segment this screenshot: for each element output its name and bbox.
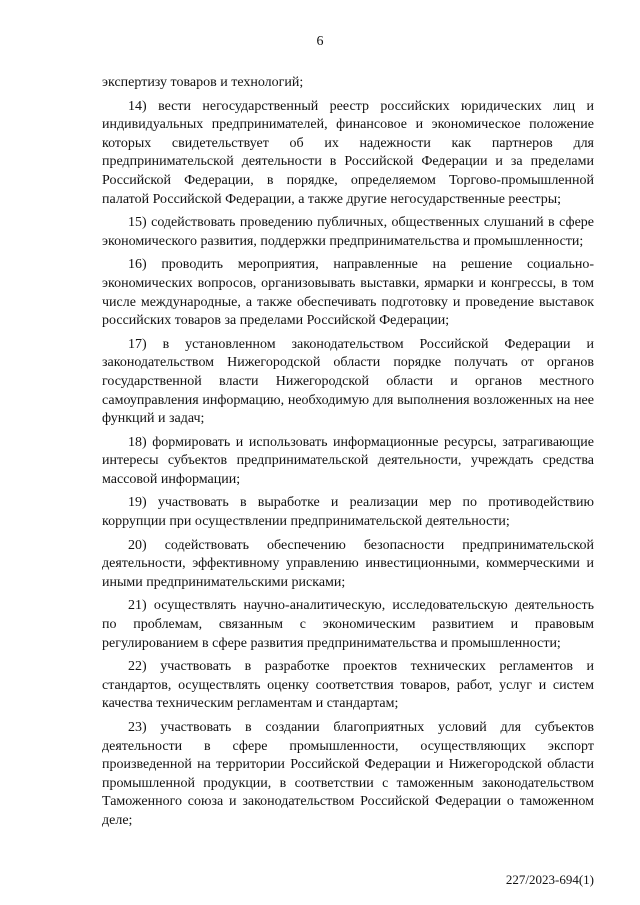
paragraph-continuation: экспертизу товаров и технологий; bbox=[102, 75, 304, 90]
paragraph-item-17: 17) в установленном законодательством Российской Федерации и законодательством Нижегородской области порядке получать от органов государственной власти Нижегородской области и органов местного самоуправления информацию, необходимую для выполнения возложенных на нее функций и задач; bbox=[102, 336, 594, 427]
paragraph-item-23: 23) участвовать в создании благоприятных условий для субъектов деятельности в сфере промышленности, осуществляющих экспорт произведенной на территории Российской Федерации и Нижегородской области промышленной продукции, в соответствии с таможенным законодательством Таможенного союза и законодательством Российской Федерации о таможенном деле; bbox=[102, 720, 594, 828]
document-code: 227/2023-694(1) bbox=[505, 872, 594, 887]
document-body bbox=[102, 74, 594, 836]
paragraph-item-18: 18) формировать и использовать информационные ресурсы, затрагивающие интересы субъектов предпринимательской деятельности, учреждать средства массовой информации; bbox=[102, 434, 594, 487]
paragraph-item-22: 22) участвовать в разработке проектов технических регламентов и стандартов, осуществлять оценку соответствия товаров, работ, услуг и систем качества техническим регламентам и стандартам; bbox=[102, 659, 594, 712]
paragraph-item-16: 16) проводить мероприятия, направленные на решение социально-экономических вопросов, организовывать выставки, ярмарки и конгрессы, в том числе международные, а также обеспечивать подготовку и проведение выставок российских товаров за пределами Российской Федерации; bbox=[102, 257, 594, 329]
paragraph-item-20: 20) содействовать обеспечению безопасности предпринимательской деятельности, эффективному управлению инвестиционными, коммерческими и иными предпринимательскими рисками; bbox=[102, 537, 594, 590]
paragraph-item-21: 21) осуществлять научно-аналитическую, исследовательскую деятельность по проблемам, связанным с экономическим развитием и правовым регулированием в сфере развития предпринимательства и промышленности; bbox=[102, 598, 594, 651]
paragraph-item-19: 19) участвовать в выработке и реализации мер по противодействию коррупции при осуществлении предпринимательской деятельности; bbox=[102, 495, 594, 530]
paragraph-item-15: 15) содействовать проведению публичных, общественных слушаний в сфере экономического развития, поддержки предпринимательства и промышленности; bbox=[102, 215, 594, 249]
page-number: 6 bbox=[316, 34, 324, 49]
paragraph-item-14: 14) вести негосударственный реестр российских юридических лиц и индивидуальных предпринимателей, финансовое и экономическое положение которых свидетельствует об их надежности как партнеров для предпринимательской деятельности в Российской Федерации и за пределами Российской Федерации, в порядке, определяемом Торгово-промышленной палатой Российской Федерации, а также другие негосударственные реестры; bbox=[102, 98, 594, 207]
